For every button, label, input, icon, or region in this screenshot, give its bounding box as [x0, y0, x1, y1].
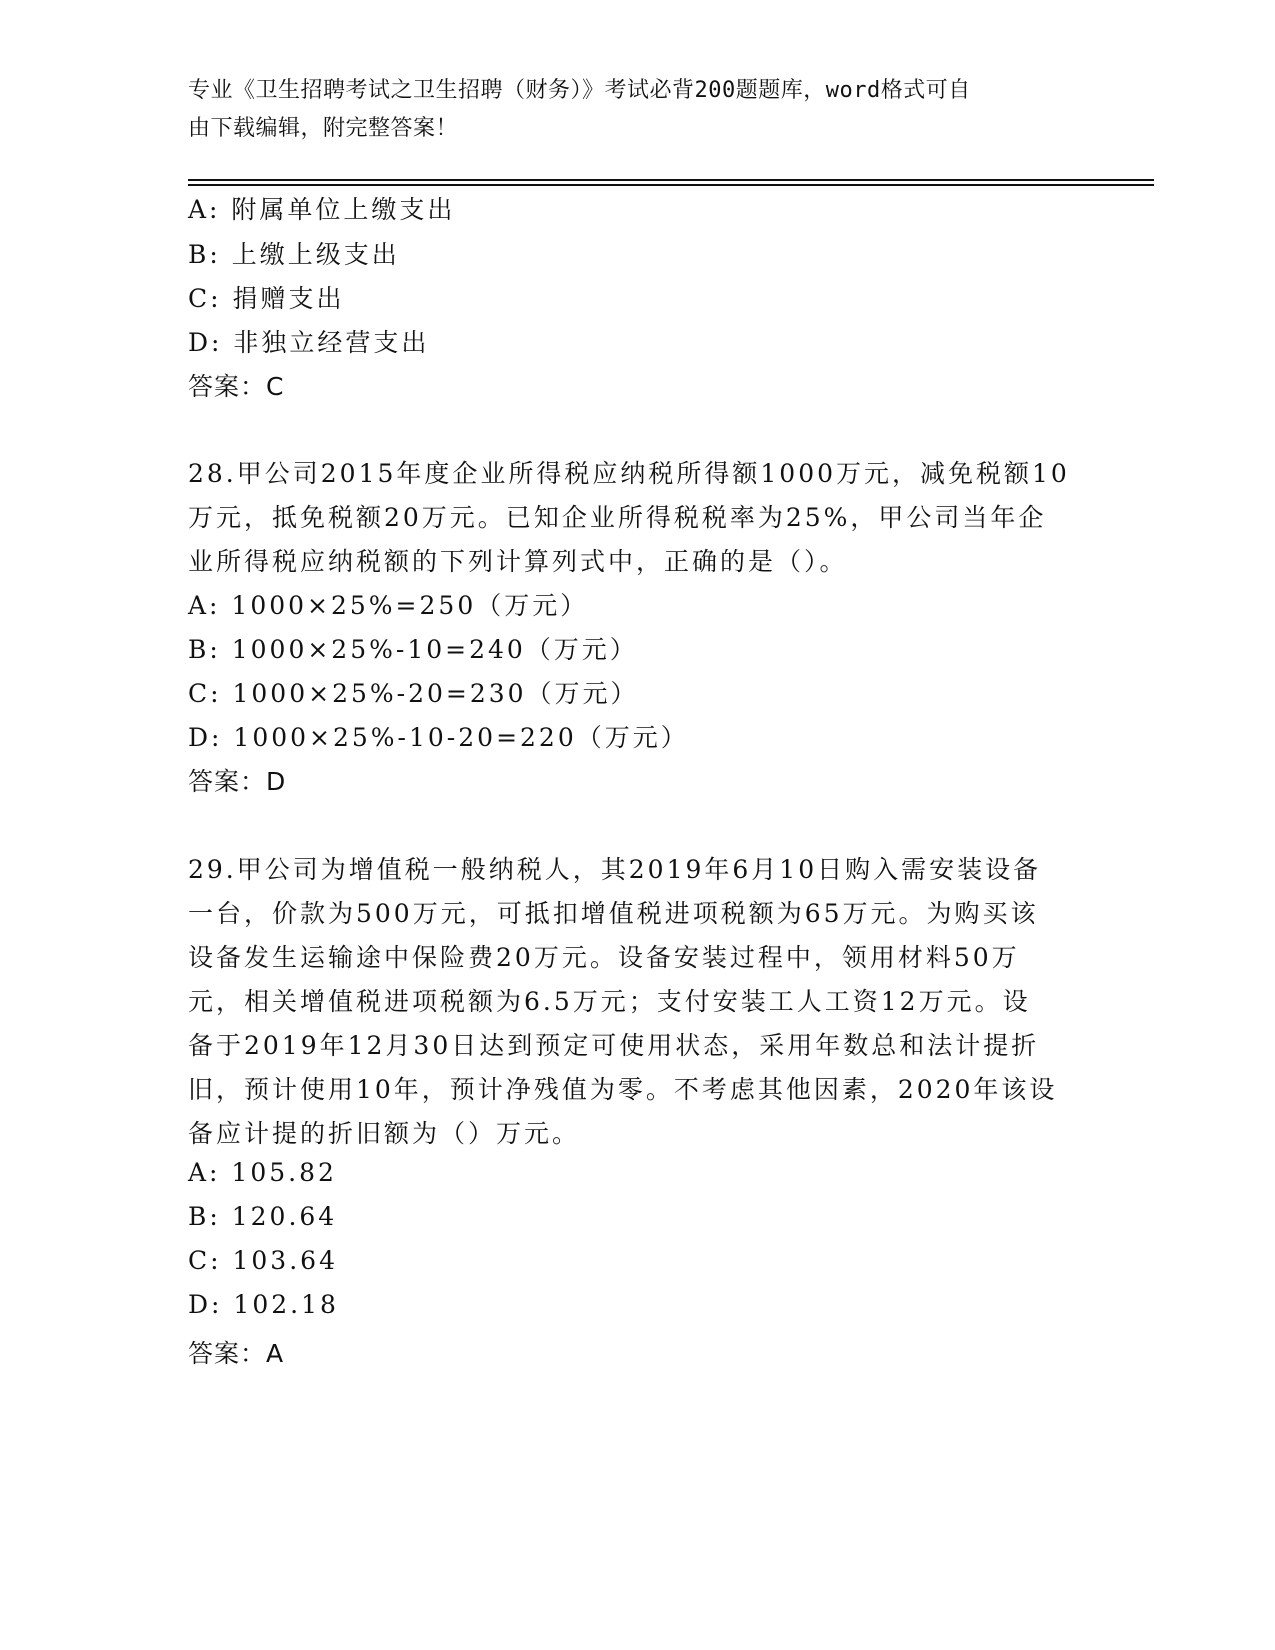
q29-option-c: C: 103.64	[188, 1246, 338, 1275]
q27-option-c: C: 捐赠支出	[188, 284, 345, 313]
q27-option-d: D: 非独立经营支出	[188, 328, 430, 357]
q28-option-b: B: 1000×25%-10=240（万元）	[188, 635, 638, 664]
document-header	[188, 72, 1088, 148]
q28-stem-line-3: 业所得税应纳税额的下列计算列式中，正确的是（）。	[188, 547, 848, 576]
q29-stem-line-6: 旧，预计使用10年，预计净残值为零。不考虑其他因素，2020年该设	[188, 1075, 1058, 1104]
q29-stem-line-1: 29.甲公司为增值税一般纳税人，其2019年6月10日购入需安装设备	[188, 855, 1042, 884]
q29-stem-line-3: 设备发生运输途中保险费20万元。设备安装过程中，领用材料50万	[188, 943, 1020, 972]
q29-answer: 答案：A	[188, 1339, 285, 1368]
q28-stem-line-2: 万元，抵免税额20万元。已知企业所得税税率为25%，甲公司当年企	[188, 503, 1047, 532]
q29-stem-line-7: 备应计提的折旧额为（）万元。	[188, 1119, 581, 1148]
q27-option-b: B: 上缴上级支出	[188, 240, 400, 269]
q29-option-d: D: 102.18	[188, 1290, 339, 1319]
header-divider-bottom	[188, 184, 1154, 186]
q28-option-a: A: 1000×25%=250（万元）	[188, 591, 589, 620]
q29-stem-line-4: 元，相关增值税进项税额为6.5万元；支付安装工人工资12万元。设	[188, 987, 1031, 1016]
q28-option-c: C: 1000×25%-20=230（万元）	[188, 679, 639, 708]
q29-stem-line-5: 备于2019年12月30日达到预定可使用状态，采用年数总和法计提折	[188, 1031, 1040, 1060]
q27-answer: 答案：C	[188, 372, 285, 401]
header-line-2: 由下载编辑，附完整答案！	[188, 116, 459, 141]
q28-stem-line-1: 28.甲公司2015年度企业所得税应纳税所得额1000万元，减免税额10	[188, 459, 1070, 488]
header-divider-top	[188, 179, 1154, 181]
q27-option-a: A: 附属单位上缴支出	[188, 195, 456, 224]
q28-option-d: D: 1000×25%-10-20=220（万元）	[188, 723, 689, 752]
q29-option-a: A: 105.82	[188, 1158, 337, 1187]
q28-answer: 答案：D	[188, 767, 287, 796]
q29-option-b: B: 120.64	[188, 1202, 338, 1231]
header-line-1: 专业《卫生招聘考试之卫生招聘（财务）》考试必背200题题库，word格式可自	[188, 78, 971, 103]
q29-stem-line-2: 一台，价款为500万元，可抵扣增值税进项税额为65万元。为购买该	[188, 899, 1039, 928]
